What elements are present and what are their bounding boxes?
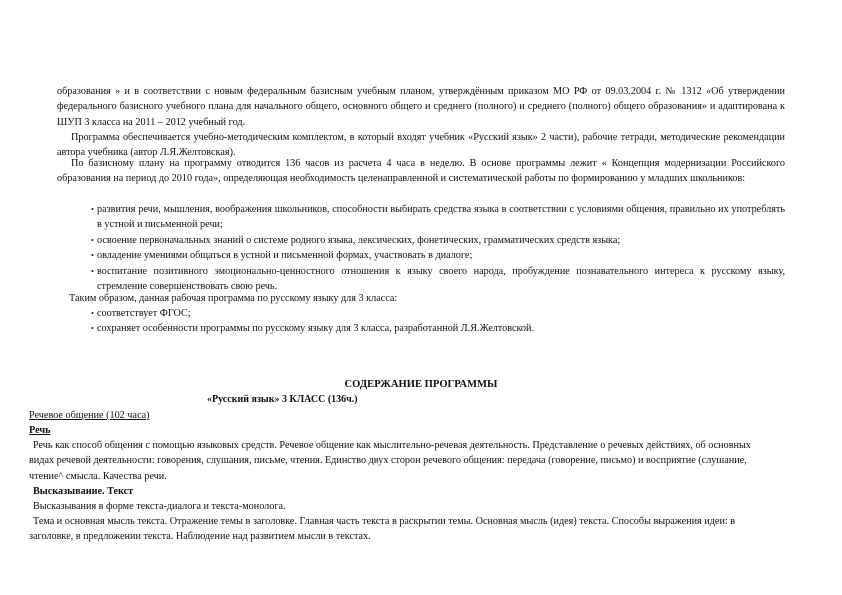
- intro-paragraph-1: образования » и в соответствии с новым федеральным базисным учебным планом, утверждённым приказом МО РФ от 09.03.2004 г. № 1312 «Об утверждении федерального базисного учебного плана для начального общего, основного общего и среднего (полного) и среднего (полного) общего образования» и адаптирована к ШУП 3 класса на 2011 – 2012 учебный год.: [57, 86, 785, 128]
- statement-text-1: Высказывания в форме текста-диалога и текста-монолога.: [33, 501, 286, 512]
- intro-paragraph-2: Программа обеспечивается учебно-методическим комплектом, в который входят учебник «Русский язык» 2 части), рабочие тетради, методические рекомендации автора учебника (автор Л.Я.Желтовская).: [57, 132, 785, 159]
- statement-title: Высказывание. Текст: [33, 486, 134, 497]
- intro-paragraph-3: По базисному плану на программу отводится 136 часов из расчета 4 часа в неделю. В основе программы лежит « Концепция модернизации Российского образования на период до 2010 года», определяющая необходимость целенаправленной и систематической работы по формированию у младших школьников:: [57, 158, 785, 185]
- bullet-icon: •: [91, 205, 94, 214]
- list-item: • соответствует ФГОС;: [57, 306, 785, 321]
- section-title: Речевое общение (102 часа): [29, 410, 150, 421]
- bullet-icon: •: [91, 235, 94, 245]
- list-item: • сохраняет особенности программы по русскому языку для 3 класса, разработанной Л.Я.Желтовской.: [57, 321, 785, 336]
- list-item: • освоение первоначальных знаний о системе родного языка, лексических, фонетических, грамматических средств языка;: [57, 233, 785, 248]
- bullet-icon: •: [91, 266, 94, 276]
- intro-paragraph-4: Таким образом, данная рабочая программа по русскому языку для 3 класса:: [69, 293, 398, 304]
- features-list: [57, 306, 785, 337]
- list-item: • воспитание позитивного эмоционально-ценностного отношения к языку своего народа, пробуждение познавательного интереса к русскому языку, стремление совершенствовать свою речь.: [91, 265, 785, 293]
- bullet-icon: •: [91, 324, 94, 334]
- content-heading: СОДЕРЖАНИЕ ПРОГРАММЫ: [344, 379, 498, 390]
- statement-text-2: Тема и основная мысль текста. Отражение темы в заголовке. Главная часть текста в раскрытии темы. Основная мысль (идея) текста. Способы выражения идеи: в заголовке, в предложении текста. Наблюдение над развитием мысли в текстах.: [29, 516, 736, 543]
- content-subheading: «Русский язык» 3 КЛАСС (136ч.): [207, 394, 358, 405]
- list-item: • развития речи, мышления, воображения школьников, способности выбирать средства языка в соответствии с условиями общения, правильно их употреблять в устной и письменной речи;: [91, 204, 785, 231]
- bullet-icon: •: [91, 309, 94, 318]
- list-item: • овладение умениями общаться в устной и письменной формах, участвовать в диалоге;: [57, 248, 785, 263]
- bullet-icon: •: [91, 251, 94, 261]
- speech-title: Речь: [29, 425, 51, 436]
- speech-text: Речь как способ общения с помощью языковых средств. Речевое общение как мыслительно-речевая деятельность. Представление о речевых действиях, об основных видах речевой деятельности: говорения, слушания, письме, чтения. Единство двух сторон речевого общения: передача (говорение, письмо) и восприятие (слушание, чтение^ смысла. Качества речи.: [29, 440, 751, 482]
- goals-list: [57, 202, 785, 294]
